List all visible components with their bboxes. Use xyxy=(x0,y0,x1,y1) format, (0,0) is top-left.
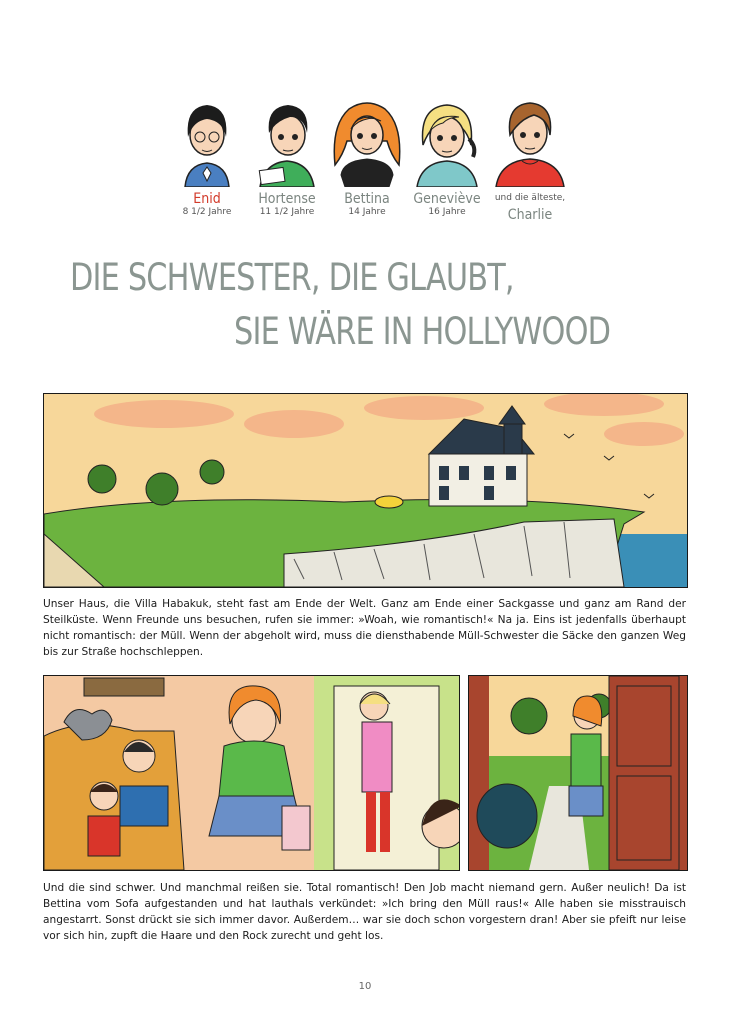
living-room-illustration xyxy=(44,676,459,870)
title-line-2: SIE WÄRE IN HOLLYWOOD xyxy=(234,310,611,353)
door-illustration xyxy=(469,676,687,870)
sister-name: Hortense xyxy=(258,191,316,207)
sister-bettina xyxy=(325,95,409,218)
sister-age: 16 Jahre xyxy=(428,207,466,217)
sister-charlie xyxy=(485,95,575,223)
sister-name: Geneviève xyxy=(413,191,481,207)
villa-illustration xyxy=(44,394,687,587)
sister-name: Enid xyxy=(193,191,221,207)
page-number: 10 xyxy=(358,981,372,992)
bettina-portrait xyxy=(329,95,405,187)
sister-hortense xyxy=(245,95,329,218)
sister-prefix: und die älteste, xyxy=(494,193,566,203)
paragraph-2: Und die sind schwer. Und manchmal reißen sie. Total romantisch! Den Job macht niemand gern. Außer neulich! Da ist Bettina vom Sofa aufgestanden und hat lauthals verkündet: »Ich bring den Müll raus!« Alle haben sie misstrauisch angestarrt. Sonst drückt sie sich immer davor. Außerdem… war sie doch schon vorgestern dran! Aber sie pfeift nur leise vor sich hin, zupft die Haare und den Rock zurecht und geht los. xyxy=(43,882,686,942)
genevieve-portrait xyxy=(409,95,485,187)
sister-genevieve xyxy=(405,95,489,218)
charlie-portrait xyxy=(490,95,570,187)
sister-age: 14 Jahre xyxy=(348,207,386,217)
enid-portrait xyxy=(175,95,239,187)
sister-age: 11 1/2 Jahre xyxy=(259,207,315,217)
sister-age: 8 1/2 Jahre xyxy=(182,207,232,217)
panel-villa-landscape xyxy=(43,393,688,588)
panel-living-room xyxy=(43,675,460,871)
paragraph-1: Unser Haus, die Villa Habakuk, steht fast am Ende der Welt. Ganz am Ende einer Sackgasse und ganz am Rand der Steilküste. Wenn Freunde uns besuchen, rufen sie immer: »Woah, wie romantisch!« Na ja. Eins ist jedenfalls überhaupt nicht romantisch: der Müll. Wenn der abgeholt wird, muss die diensthabende Müll-Schwester die Säcke den ganzen Weg bis zur Straße hochschleppen. xyxy=(43,598,686,658)
sister-name: Charlie xyxy=(507,207,553,223)
sisters-header xyxy=(165,95,585,235)
sister-name: Bettina xyxy=(344,191,390,207)
panel-door xyxy=(468,675,688,871)
title-line-1: DIE SCHWESTER, DIE GLAUBT, xyxy=(70,256,514,299)
hortense-portrait xyxy=(252,95,322,187)
sister-enid xyxy=(165,95,249,218)
